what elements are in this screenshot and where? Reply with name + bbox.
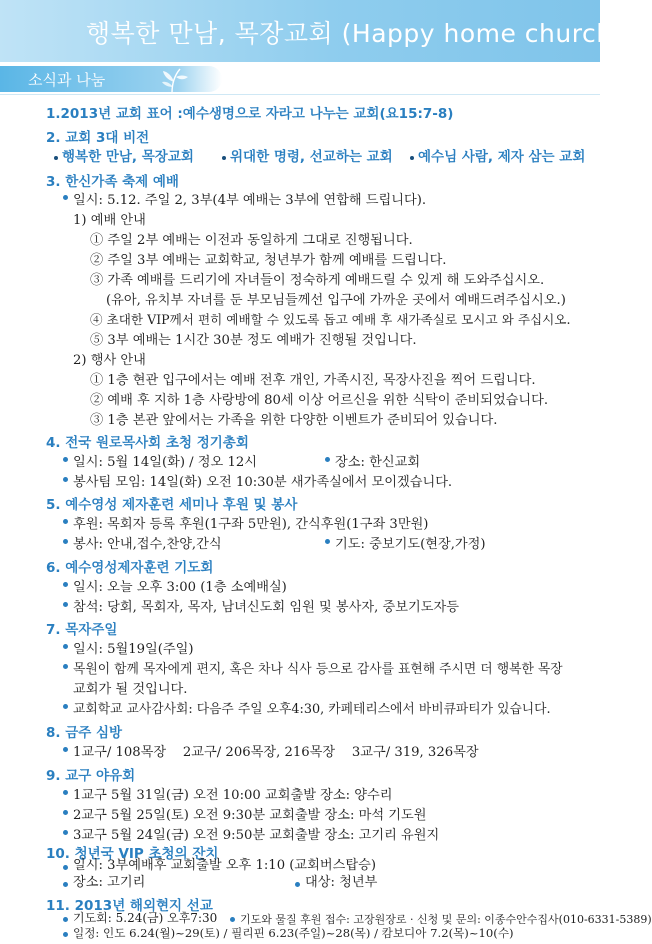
heading-shepherd-sunday: 7. 목자주일: [46, 622, 118, 638]
list-item: 1교구 5월 31일(금) 오전 10:00 교회출발 장소: 양수리: [73, 784, 392, 803]
list-item: 일시: 5월19일(주일): [73, 638, 194, 657]
list-item: ① 1층 현관 입구에서는 예배 전후 개인, 가족시진, 목장사진을 찍어 드립니다.: [90, 373, 536, 388]
heading-picnic: 9. 교구 야유회: [46, 768, 136, 784]
list-item: ④ 초대한 VIP께서 편히 예배할 수 있도록 돕고 예배 후 새가족실로 모시고 와 주십시오.: [90, 312, 571, 327]
list-item: ② 주일 3부 예배는 교회학교, 청년부가 함께 예배를 드립니다.: [90, 253, 447, 268]
header-banner: [0, 0, 623, 62]
vision-item: 예수님 사람, 제자 삼는 교회: [418, 145, 585, 165]
list-item: ① 주일 2부 예배는 이전과 동일하게 그대로 진행됩니다.: [90, 233, 413, 248]
list-item: 기도: 중보기도(현장,가정): [335, 533, 486, 552]
list-item: 일시: 3부예배후 교회출발 오후 1:10 (교회버스탑승): [73, 858, 376, 873]
list-item: 1) 예배 안내: [73, 213, 146, 228]
list-item: 장소: 고기리: [73, 875, 146, 890]
list-item: ③ 가족 예배를 드리기에 자녀들이 정숙하게 예배드릴 수 있게 해 도와주십시오.: [90, 273, 545, 288]
list-item: ③ 1층 본관 앞에서는 가족을 위한 다양한 이벤트가 준비되어 있습니다.: [90, 413, 498, 428]
heading-prayer-meeting: 6. 예수영성제자훈련 기도회: [46, 560, 214, 576]
heading-motto: 1.2013년 교회 표어 :예수생명으로 자라고 나누는 교회(요15:7-8): [46, 106, 454, 122]
leaf-icon: [150, 66, 194, 94]
list-item: 장소: 한신교회: [335, 451, 420, 470]
list-item: 후원: 목회자 등록 후원(1구좌 5만원), 간식후원(1구좌 3만원): [73, 513, 428, 532]
section-tab-label: 소식과 나눔: [28, 71, 106, 89]
list-item: 2) 행사 안내: [73, 353, 146, 368]
heading-overseas-mission: 11. 2013년 해외현지 선교: [46, 898, 213, 914]
list-item: 일시: 5월 14일(화) / 정오 12시: [73, 451, 257, 470]
list-item: 기도회: 5.24(금) 오후7:30: [73, 911, 218, 925]
list-item: 기도와 물질 후원 접수: 고장원장로 · 신청 및 문의: 이종수안수집사(010-6331-5389): [240, 913, 652, 926]
list-item: 2교구 5월 25일(토) 오전 9:30분 교회출발 장소: 마석 기도원: [73, 804, 427, 823]
heading-visitation: 8. 금주 심방: [46, 725, 123, 741]
list-item: 일시: 5.12. 주일 2, 3부(4부 예배는 3부에 연합해 드립니다).: [73, 189, 426, 208]
list-item: 참석: 당회, 목회자, 목자, 남녀신도회 임원 및 봉사자, 중보기도자등: [73, 596, 459, 615]
list-item: 교회학교 교사감사회: 다음주 주일 오후4:30, 카페테리스에서 바비큐파티가 있습니다.: [73, 698, 551, 717]
page-title: 행복한 만남, 목장교회 (Happy home church): [86, 19, 623, 48]
list-item: 일정: 인도 6.24(월)~29(토) / 필리핀 6.23(주일)~28(목) / 캄보디아 7.2(목)~10(수): [73, 926, 514, 940]
section-tab: [0, 66, 222, 92]
heading-pastors-assembly: 4. 전국 원로목사회 초청 정기총회: [46, 435, 249, 451]
vision-item: 행복한 만남, 목장교회: [62, 145, 194, 165]
list-item: ② 예배 후 지하 1층 사랑방에 80세 이상 어르신을 위한 식탁이 준비되었습니다.: [90, 393, 549, 408]
list-item: 대상: 청년부: [305, 875, 378, 890]
list-item: 목원이 함께 목자에게 편지, 혹은 차나 식사 등으로 감사를 표현해 주시면 더 행복한 목장: [73, 658, 563, 677]
list-item: 3교구 5월 24일(금) 오전 9:50분 교회출발 장소: 고기리 유원지: [73, 824, 439, 843]
heading-youth-vip: 10. 청년국 VIP 초청의 잔치: [46, 846, 219, 862]
divider: [0, 94, 600, 95]
list-item: 1교구/ 108목장 2교구/ 206목장, 216목장 3교구/ 319, 326목장: [73, 741, 479, 760]
list-item: 교회가 될 것입니다.: [73, 682, 188, 697]
heading-discipleship-seminar: 5. 예수영성 제자훈련 세미나 후원 및 봉사: [46, 497, 298, 513]
list-item: ⑤ 3부 예배는 1시간 30분 정도 예배가 진행될 것입니다.: [90, 333, 417, 348]
list-item: 봉사팀 모임: 14일(화) 오전 10:30분 새가족실에서 모이겠습니다.: [73, 471, 452, 490]
list-item: (유아, 유치부 자녀를 둔 부모님들께선 입구에 가까운 곳에서 예배드려주십시오.): [106, 293, 566, 308]
vision-item: 위대한 명령, 선교하는 교회: [230, 145, 393, 165]
list-item: 봉사: 안내,접수,찬양,간식: [73, 533, 222, 552]
heading-vision: 2. 교회 3대 비전: [46, 130, 150, 146]
list-item: 일시: 오늘 오후 3:00 (1층 소예배실): [73, 576, 287, 595]
heading-family-festival: 3. 한신가족 축제 예배: [46, 174, 179, 190]
